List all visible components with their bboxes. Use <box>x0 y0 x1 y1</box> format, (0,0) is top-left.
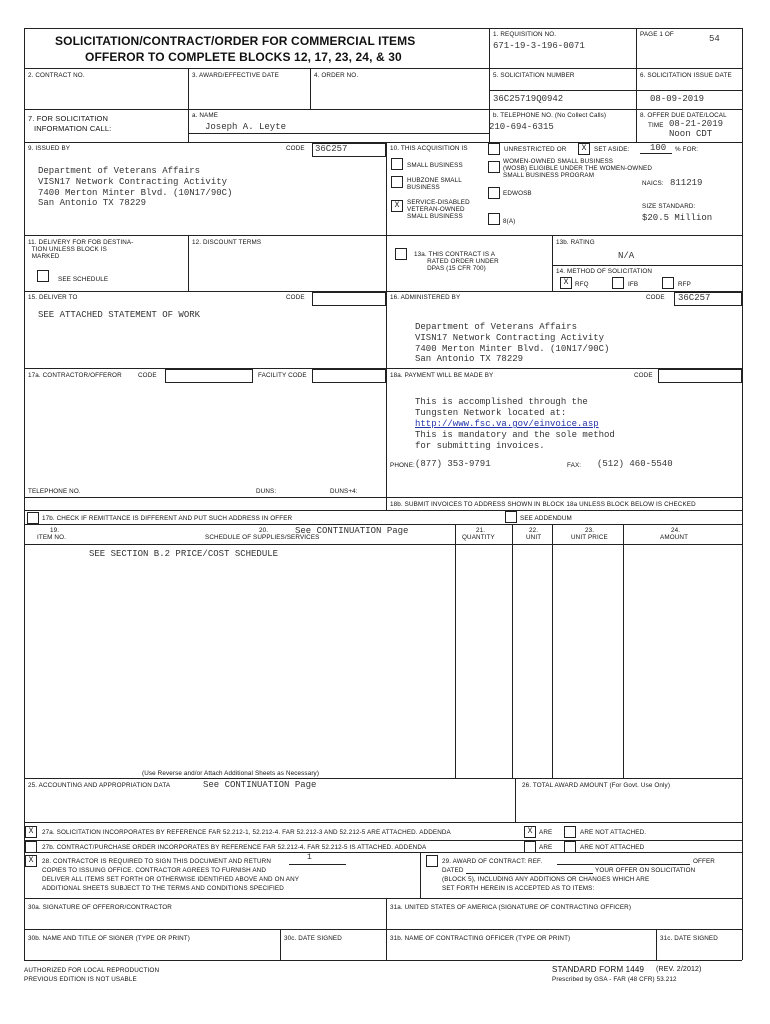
payment-phone-label: PHONE: <box>390 462 415 469</box>
sdvosb-label: SERVICE-DISABLED VETERAN-OWNED SMALL BUSINESS <box>407 199 470 221</box>
col-23-num: 23. <box>585 527 595 534</box>
footer-form-name: STANDARD FORM 1449 <box>552 965 645 974</box>
acquisition-label: 10. THIS ACQUISITION IS <box>390 145 468 152</box>
contractor-sign-line4: ADDITIONAL SHEETS SUBJECT TO THE TERMS AND CONDITIONS SPECIFIED <box>42 885 284 892</box>
time-label: TIME <box>648 122 664 129</box>
ifb-checkbox[interactable] <box>612 277 624 289</box>
issued-by-code-label: CODE <box>286 145 305 152</box>
see-addendum-label: SEE ADDENDUM <box>520 515 572 522</box>
naics-label: NAICS: <box>642 180 664 187</box>
hubzone-label: HUBZONE SMALL BUSINESS <box>407 177 462 192</box>
col-amount: AMOUNT <box>660 534 689 541</box>
administered-by-code: 36C257 <box>678 293 711 303</box>
page-label: PAGE 1 OF <box>640 31 674 38</box>
payment-code-box[interactable] <box>658 369 742 383</box>
payment-fax[interactable]: (512) 460-5540 <box>597 459 673 469</box>
footer-revision: (REV. 2/2012) <box>656 966 702 973</box>
facility-code-box[interactable] <box>312 369 386 383</box>
unrestricted-checkbox[interactable] <box>488 143 500 155</box>
schedule-note: (Use Reverse and/or Attach Additional Sheets as Necessary) <box>142 770 320 777</box>
see-schedule-label: SEE SCHEDULE <box>58 276 109 283</box>
small-business-label: SMALL BUSINESS <box>407 162 463 169</box>
information-call-label: INFORMATION CALL: <box>34 124 112 133</box>
solicitation-number-value[interactable]: 36C25719Q0942 <box>493 94 564 104</box>
deliver-to-code-label: CODE <box>286 294 305 301</box>
addenda-not-label: ARE NOT ATTACHED. <box>580 829 647 836</box>
sdvosb-checkbox[interactable]: X <box>391 200 403 212</box>
form-title: SOLICITATION/CONTRACT/ORDER FOR COMMERCIAL ITEMS <box>55 34 416 48</box>
eight-a-checkbox[interactable] <box>488 213 500 225</box>
co-name-label: 31b. NAME OF CONTRACTING OFFICER (TYPE OR PRINT) <box>390 935 571 942</box>
name-label: a. NAME <box>192 112 219 119</box>
for-solicitation-label: 7. FOR SOLICITATION <box>28 114 109 123</box>
footer-auth-1: AUTHORIZED FOR LOCAL REPRODUCTION <box>24 967 160 974</box>
contractor-sign-line1: 28. CONTRACTOR IS REQUIRED TO SIGN THIS DOCUMENT AND RETURN <box>42 858 272 865</box>
set-aside-percent[interactable]: 100 <box>650 143 667 153</box>
col-schedule-continuation: See CONTINUATION Page <box>295 526 409 536</box>
col-schedule: SCHEDULE OF SUPPLIES/SERVICES <box>205 534 320 541</box>
col-20-num: 20. <box>259 527 269 534</box>
contractor-code-box[interactable] <box>165 369 253 383</box>
requisition-no-value[interactable]: 671-19-3-196-0071 <box>493 41 585 51</box>
co-signature-field[interactable] <box>388 912 740 928</box>
contract-no-label: 2. CONTRACT NO. <box>28 72 85 79</box>
po-incorporates-checkbox[interactable] <box>25 841 37 853</box>
offeror-date-signed-label: 30c. DATE SIGNED <box>284 935 342 942</box>
contractor-code-label: CODE <box>138 372 157 379</box>
rfp-label: RFP <box>678 281 691 288</box>
administered-by-address: Department of Veterans Affairs VISN17 Network Contracting Activity 7400 Merton Minter Blvd. (10N17/90C) San Antonio TX 78229 <box>415 322 610 365</box>
col-21-num: 21. <box>476 527 486 534</box>
size-standard-value[interactable]: $20.5 Million <box>642 213 713 223</box>
issued-by-label: 9. ISSUED BY <box>28 145 71 152</box>
rfp-checkbox[interactable] <box>662 277 674 289</box>
solicitation-issue-date-value[interactable]: 08-09-2019 <box>650 94 705 104</box>
see-schedule-checkbox[interactable] <box>37 270 49 282</box>
issued-by-code-box[interactable] <box>312 143 386 157</box>
deliver-to-label: 15. DELIVER TO <box>28 294 78 301</box>
discount-terms-label: 12. DISCOUNT TERMS <box>192 239 262 246</box>
award-dated-label: DATED <box>442 867 464 874</box>
co-signature-label: 31a. UNITED STATES OF AMERICA (SIGNATURE OF CONTRACTING OFFICER) <box>390 904 632 911</box>
co-date-signed-label: 31c. DATE SIGNED <box>660 935 718 942</box>
contractor-label: 17a. CONTRACTOR/OFFEROR <box>28 372 122 379</box>
addenda-are-checkbox[interactable]: X <box>524 826 536 838</box>
submit-invoices-label: 18b. SUBMIT INVOICES TO ADDRESS SHOWN IN BLOCK 18a UNLESS BLOCK BELOW IS CHECKED <box>390 501 696 508</box>
requisition-no-label: 1. REQUISITION NO. <box>493 31 557 38</box>
award-line4: SET FORTH HEREIN IS ACCEPTED AS TO ITEMS: <box>442 885 595 892</box>
contractor-sign-checkbox[interactable]: X <box>25 855 37 867</box>
size-standard-label: SIZE STANDARD: <box>642 203 696 210</box>
payment-code-label: CODE <box>634 372 653 379</box>
col-unit-price: UNIT PRICE <box>571 534 608 541</box>
contractor-sign-line3: DELIVER ALL ITEMS SET FORTH OR OTHERWISE IDENTIFIED ABOVE AND ON ANY <box>42 876 300 883</box>
total-award-label: 26. TOTAL AWARD AMOUNT (For Govt. Use Only) <box>522 782 671 789</box>
col-24-num: 24. <box>671 527 681 534</box>
payment-line-1: This is accomplished through the <box>415 397 588 407</box>
po-addenda-not-label: ARE NOT ATTACHED <box>580 844 645 851</box>
addenda-not-checkbox[interactable] <box>564 826 576 838</box>
administered-by-code-box[interactable] <box>674 292 742 306</box>
col-22-num: 22. <box>529 527 539 534</box>
rfq-checkbox[interactable]: X <box>560 277 572 289</box>
po-incorporates-label: 27b. CONTRACT/PURCHASE ORDER INCORPORATES BY REFERENCE FAR 52.212-4. FAR 52.212-5 IS ATTACHED. ADDENDA <box>42 844 427 851</box>
payment-line-4: for submitting invoices. <box>415 441 545 451</box>
award-line3: (BLOCK 5), INCLUDING ANY ADDITIONS OR CHANGES WHICH ARE <box>442 876 650 883</box>
duns-label: DUNS: <box>256 488 277 495</box>
page-count: 54 <box>709 34 720 44</box>
facility-code-label: FACILITY CODE <box>258 372 307 379</box>
hubzone-checkbox[interactable] <box>391 176 403 188</box>
addenda-are-label: ARE <box>539 829 553 836</box>
signer-name-label: 30b. NAME AND TITLE OF SIGNER (TYPE OR PRINT) <box>28 935 190 942</box>
po-addenda-are-label: ARE <box>539 844 553 851</box>
accounting-label: 25. ACCOUNTING AND APPROPRIATION DATA <box>28 782 171 789</box>
offer-due-date-value[interactable]: 08-21-2019 <box>669 119 724 129</box>
award-your-offer-label: YOUR OFFER ON SOLICITATION <box>595 867 696 874</box>
administered-by-label: 16. ADMINISTERED BY <box>390 294 461 301</box>
award-line1: 29. AWARD OF CONTRACT: REF. <box>442 858 543 865</box>
issued-by-address: Department of Veterans Affairs VISN17 Network Contracting Activity 7400 Merton Minter Blvd. (10N17/90C) San Antonio TX 78229 <box>38 166 233 209</box>
payment-fax-label: FAX: <box>567 462 582 469</box>
schedule-line: SEE SECTION B.2 PRICE/COST SCHEDULE <box>89 549 279 559</box>
set-aside-checkbox[interactable]: X <box>578 143 590 155</box>
award-date-label: 3. AWARD/EFFECTIVE DATE <box>192 72 279 79</box>
rating-label: 13b. RATING <box>556 239 595 246</box>
po-addenda-not-checkbox[interactable] <box>564 841 576 853</box>
contact-name[interactable]: Joseph A. Leyte <box>205 122 287 132</box>
contractor-sign-line2: COPIES TO ISSUING OFFICE. CONTRACTOR AGREES TO FURNISH AND <box>42 867 267 874</box>
po-addenda-are-checkbox[interactable] <box>524 841 536 853</box>
footer-auth-2: PREVIOUS EDITION IS NOT USABLE <box>24 976 137 983</box>
administered-by-code-label: CODE <box>646 294 665 301</box>
small-business-checkbox[interactable] <box>391 158 403 170</box>
payment-phone[interactable]: (877) 353-9791 <box>415 459 491 469</box>
set-aside-label: SET ASIDE: <box>594 146 630 153</box>
rated-order-label: 13a. THIS CONTRACT IS A RATED ORDER UNDER DPAS (15 CFR 700) <box>414 251 499 273</box>
offeror-signature-label: 30a. SIGNATURE OF OFFEROR/CONTRACTOR <box>28 904 172 911</box>
payment-line-2: Tungsten Network located at: <box>415 408 567 418</box>
rated-order-checkbox[interactable] <box>395 248 407 260</box>
far-incorporates-label: 27a. SOLICITATION INCORPORATES BY REFERENCE FAR 52.212-1, 52.212-4. FAR 52.212-3 AND 52.212-5 ARE ATTACHED. ADDENDA <box>42 829 451 836</box>
contact-phone[interactable]: 210-694-6315 <box>489 122 554 132</box>
rfq-label: RFQ <box>575 281 589 288</box>
edwosb-checkbox[interactable] <box>488 187 500 199</box>
solicitation-number-label: 5. SOLICITATION NUMBER <box>493 72 575 79</box>
rating-value[interactable]: N/A <box>618 251 635 261</box>
method-of-solicitation-label: 14. METHOD OF SOLICITATION <box>556 268 653 275</box>
percent-for-label: % FOR: <box>675 146 699 153</box>
telephone-no-label: TELEPHONE NO. <box>28 488 81 495</box>
unrestricted-label: UNRESTRICTED OR <box>504 146 567 153</box>
far-incorporates-checkbox[interactable]: X <box>25 826 37 838</box>
offeror-signature-field[interactable] <box>26 912 384 928</box>
eight-a-label: 8(A) <box>503 218 516 225</box>
issued-by-code: 36C257 <box>315 144 348 154</box>
edwosb-label: EDWOSB <box>503 190 532 197</box>
naics-value[interactable]: 811219 <box>670 178 703 188</box>
award-offer-label: OFFER <box>693 858 715 865</box>
payment-line-3: This is mandatory and the sole method <box>415 430 615 440</box>
order-no-label: 4. ORDER NO. <box>314 72 359 79</box>
form-subtitle: OFFEROR TO COMPLETE BLOCKS 12, 17, 23, 24, & 30 <box>85 50 402 64</box>
duns4-label: DUNS+4: <box>330 488 358 495</box>
ifb-label: IFB <box>628 281 639 288</box>
deliver-to-value: SEE ATTACHED STATEMENT OF WORK <box>38 310 201 320</box>
see-addendum-checkbox[interactable] <box>505 511 517 523</box>
delivery-fob-label: 11. DELIVERY FOR FOB DESTINA- TION UNLESS BLOCK IS MARKED <box>28 239 134 261</box>
col-item-no: ITEM NO. <box>37 534 66 541</box>
col-19-num: 19. <box>50 527 60 534</box>
payment-by-label: 18a. PAYMENT WILL BE MADE BY <box>390 372 494 379</box>
einvoice-link[interactable]: http://www.fsc.va.gov/einvoice.asp <box>415 419 599 429</box>
col-unit: UNIT <box>526 534 542 541</box>
deliver-to-code-box[interactable] <box>312 292 386 306</box>
wosb-checkbox[interactable] <box>488 161 500 173</box>
offer-due-date-label: 8. OFFER DUE DATE/LOCAL <box>640 112 727 119</box>
offer-due-time-value[interactable]: Noon CDT <box>669 129 713 139</box>
footer-prescribed: Prescribed by GSA - FAR (48 CFR) 53.212 <box>552 976 677 983</box>
wosb-label: WOMEN-OWNED SMALL BUSINESS (WOSB) ELIGIBLE UNDER THE WOMEN-OWNED SMALL BUSINESS PROGRAM <box>503 158 653 180</box>
remittance-label: 17b. CHECK IF REMITTANCE IS DIFFERENT AND PUT SUCH ADDRESS IN OFFER <box>42 515 293 522</box>
col-quantity: QUANTITY <box>462 534 495 541</box>
solicitation-issue-date-label: 6. SOLICITATION ISSUE DATE <box>640 72 732 79</box>
return-copies[interactable]: 1 <box>307 853 312 862</box>
accounting-value: See CONTINUATION Page <box>203 780 317 790</box>
telephone-label: b. TELEPHONE NO. (No Collect Calls) <box>493 112 607 119</box>
remittance-checkbox[interactable] <box>27 512 39 524</box>
award-checkbox[interactable] <box>426 855 438 867</box>
